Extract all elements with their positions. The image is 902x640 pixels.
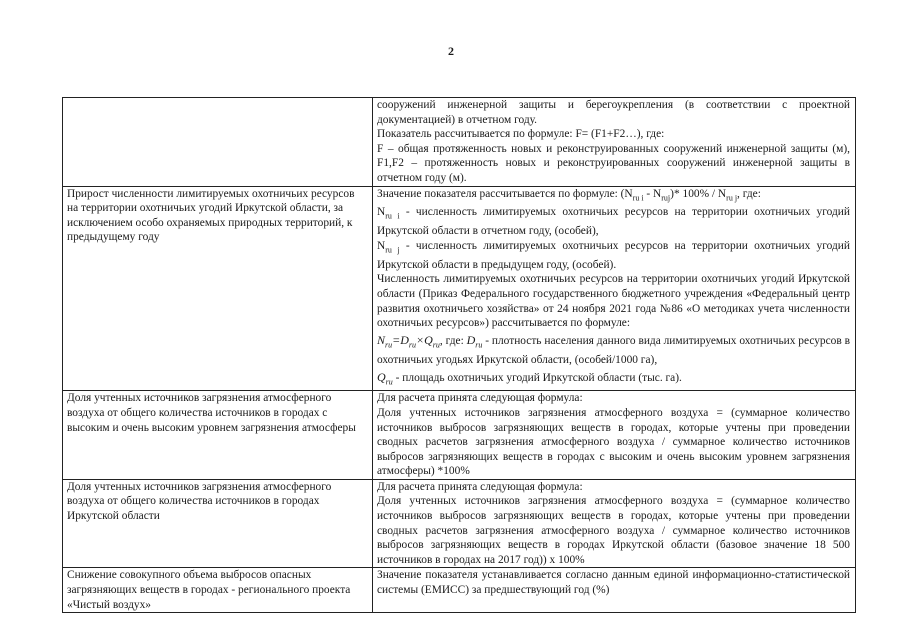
- method-paragraph: Показатель рассчитывается по формуле: F= (F1+F2…), где:: [377, 128, 665, 141]
- indicator-method-cell: [373, 568, 856, 613]
- table-row: [63, 98, 856, 187]
- formula: $N_{ru}=D_{ru}\times Q_{ru}$: [377, 332, 440, 350]
- indicator-method-cell: [373, 98, 856, 187]
- method-paragraph: Для расчета принята следующая формула:: [377, 480, 583, 493]
- method-paragraph: F – общая протяженность новых и реконструированных сооружений инженерной защиты (м), F1,F2 – протяженность новых и реконструированных сооружений инженерной защиты в отчетном году (м).: [377, 142, 850, 184]
- indicator-table: [62, 97, 856, 613]
- indicator-name-cell: Прирост численности лимитируемых охотничьих ресурсов на территории охотничьих угодий Иркутской области, за исключением особо охраняемых природных территорий, к предыдущему году: [63, 186, 373, 391]
- table-row: [63, 479, 856, 568]
- page-number: 2: [448, 44, 454, 58]
- method-paragraph: Значение показателя устанавливается согласно данным единой информационно-статистической системы (ЕМИСС) за предшествующий год (%): [377, 569, 850, 597]
- formula-paragraph: $Q_{ru}$ - площадь охотничьих угодий Иркутской области (тыс. га).: [377, 370, 682, 387]
- indicator-name-cell: [63, 98, 373, 187]
- indicator-method-cell: [373, 186, 856, 391]
- indicator-method-cell: [373, 391, 856, 480]
- table-row: [63, 186, 856, 391]
- method-paragraph: Для расчета принята следующая формула:: [377, 392, 583, 405]
- method-paragraph: $N_{ru j}$ - численность лимитируемых охотничьих ресурсов на территории охотничьих угодий Иркутской области в предыдущем году, (особей).: [377, 239, 850, 271]
- method-paragraph: Доля учтенных источников загрязнения атмосферного воздуха = (суммарное количество источников выбросов загрязняющих веществ в городах, которые учтены при проведении сводных расчетов загрязнения атмосферного воздуха / суммарное количество источников выбросов загрязняющих веществ в городах с высоким и очень высоким уровнем загрязнения атмосферы) *100%: [377, 406, 850, 478]
- method-paragraph: $N_{ru i}$ - численность лимитируемых охотничьих ресурсов на территории охотничьих угодий Иркутской области в отчетном году, (особей),: [377, 206, 850, 238]
- indicator-name-cell: Доля учтенных источников загрязнения атмосферного воздуха от общего количества источников в городах с высоким и очень высоким уровнем загрязнения атмосферы: [63, 391, 373, 480]
- formula-paragraph: $N_{ru}=D_{ru}\times Q_{ru}$, где: $D_{ru}$ - плотность населения данного вида лимитируемых охотничьих ресурсов в охотничьих угодьях Иркутской области, (особей/1000 га),: [377, 332, 850, 366]
- indicator-name-cell: Снижение совокупного объема выбросов опасных загрязняющих веществ в городах - регионального проекта «Чистый воздух»: [63, 568, 373, 613]
- table-row: [63, 391, 856, 480]
- indicator-method-cell: [373, 479, 856, 568]
- method-paragraph: Численность лимитируемых охотничьих ресурсов на территории охотничьих угодий Иркутской области (Приказ Федерального государственного бюджетного учреждения «Федеральный центр развития охотничьего хозяйства» от 24 ноября 2021 года №86 «О методиках учета численности охотничьих ресурсов») рассчитывается по формуле:: [377, 273, 850, 330]
- method-paragraph: Доля учтенных источников загрязнения атмосферного воздуха = (суммарное количество источников выбросов загрязняющих веществ в городах, которые учтены при проведении сводных расчетов загрязнения атмосферного воздуха / суммарное количество источников выбросов загрязняющих веществ в городах Иркутской области (базовое значение 18 500 источников в городах на 2017 год)) х 100%: [377, 495, 850, 566]
- method-paragraph: Значение показателя рассчитывается по формуле: $(N_{ru i} - N_{ruj})*$ $100\% / N_{ru j}$, где:: [377, 187, 761, 202]
- indicator-name-cell: Доля учтенных источников загрязнения атмосферного воздуха от общего количества источников в городах Иркутской области: [63, 479, 373, 568]
- table-row: [63, 568, 856, 613]
- method-paragraph: сооружений инженерной защиты и берегоукрепления (в соответствии с проектной документацией) в отчетном году.: [377, 99, 850, 126]
